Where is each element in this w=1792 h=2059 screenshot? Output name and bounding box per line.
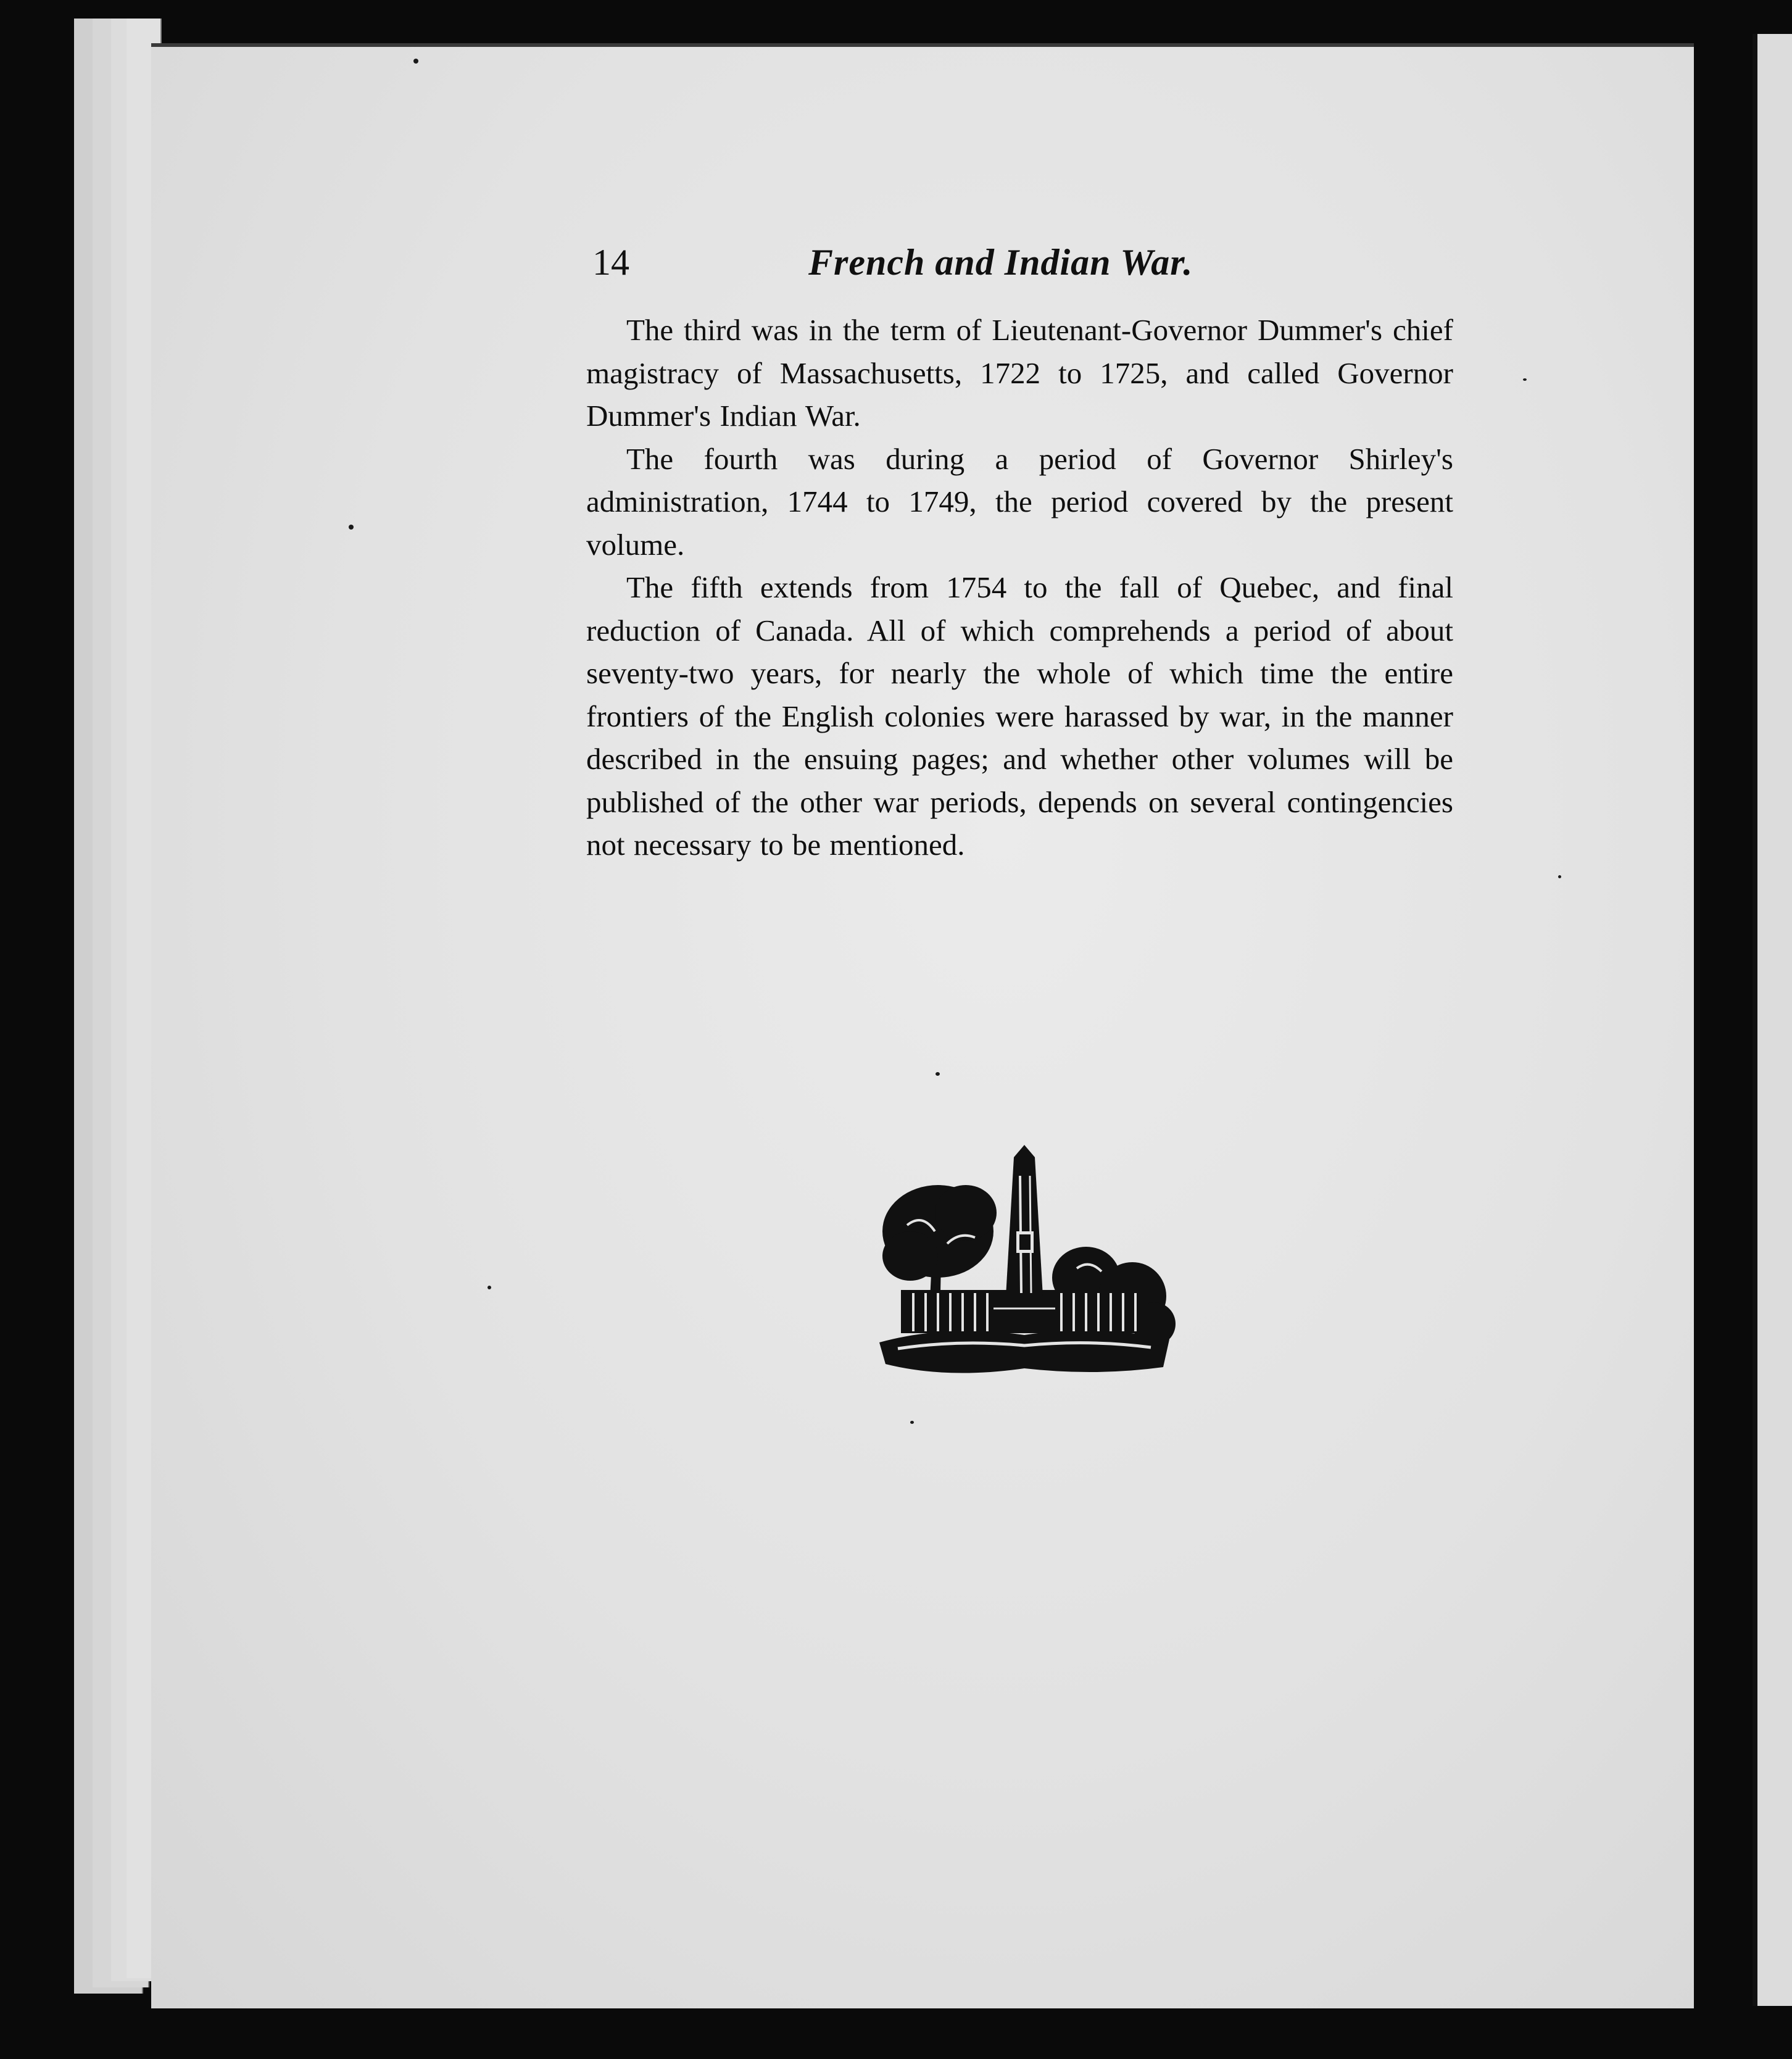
scan-speck <box>413 59 418 64</box>
scan-speck <box>1523 378 1527 381</box>
scan-speck <box>1558 875 1561 878</box>
scan-speck <box>487 1286 491 1289</box>
next-page-edge <box>1753 34 1792 2006</box>
page-number: 14 <box>592 242 629 283</box>
scan-speck <box>910 1421 914 1424</box>
scan-speck <box>935 1072 940 1076</box>
body-text <box>586 309 1453 867</box>
scan-speck <box>349 525 354 530</box>
running-title: French and Indian War. <box>808 242 1193 283</box>
paragraph: The fourth was during a period of Governor Shirley's administration, 1744 to 1749, the period covered by the present volume. <box>586 441 1453 562</box>
monument-vignette-icon <box>873 1139 1176 1376</box>
paragraph: The third was in the term of Lieutenant-Governor Dummer's chief magistracy of Massachusetts, 1722 to 1725, and called Governor Dummer's Indian War. <box>586 313 1453 433</box>
running-head <box>592 238 1240 287</box>
paragraph: The fifth extends from 1754 to the fall of Quebec, and final reduction of Canada. All of which comprehends a period of about seventy-two years, for nearly the whole of which time the entire frontiers of the English colonies were harassed by war, in the manner described in the ensuing pages; and whether other volumes will be published of the other war periods, depends on several contingencies not necessary to be mentioned. <box>586 570 1453 862</box>
